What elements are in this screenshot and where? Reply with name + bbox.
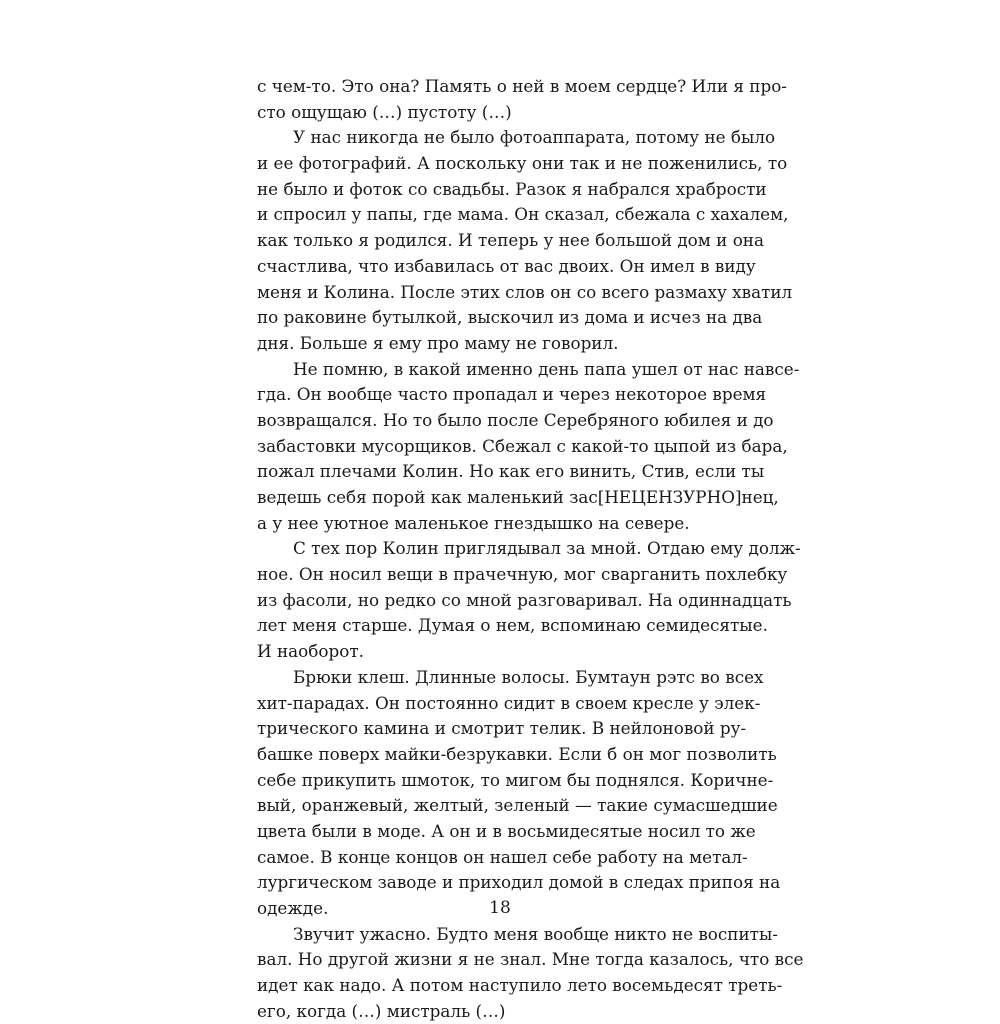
text-line: башке поверх майки-безрукавки. Если б он мог позволить [257, 743, 777, 764]
text-line: пожал плечами Колин. Но как его винить, Стив, если ты [257, 461, 765, 482]
text-line: самое. В конце концов он нашел себе работу на метал- [257, 846, 748, 867]
text-line: С тех пор Колин приглядывал за мной. Отдаю ему долж- [293, 538, 801, 559]
text-line: забастовки мусорщиков. Сбежал с какой-то цыпой из бара, [257, 435, 788, 456]
text-line: не было и фоток со свадьбы. Разок я набрался храбрости [257, 178, 767, 199]
text-line: ное. Он носил вещи в прачечную, мог сварганить похлебку [257, 564, 788, 585]
text-line: ведешь себя порой как маленький зас[НЕЦЕНЗУРНО]нец, [257, 487, 779, 507]
text-line: Брюки клеш. Длинные волосы. Бумтаун рэтс во всех [293, 666, 764, 687]
text-line: У нас никогда не было фотоаппарата, потому не было [293, 127, 776, 148]
text-line: одежде. [257, 898, 329, 918]
text-line: как только я родился. И теперь у нее большой дом и она [257, 230, 764, 251]
text-line: и ее фотографий. А поскольку они так и не поженились, то [257, 153, 788, 174]
text-line: трического камина и смотрит телик. В нейлоновой ру- [257, 718, 747, 739]
text-line: сто ощущаю (…) пустоту (…) [257, 101, 512, 122]
text-line: хит-парадах. Он постоянно сидит в своем кресле у элек- [257, 692, 761, 713]
body-text [257, 74, 804, 1024]
text-line: лургическом заводе и приходил домой в следах припоя на [257, 872, 781, 893]
text-line: дня. Больше я ему про маму не говорил. [257, 332, 619, 353]
text-line: меня и Колина. После этих слов он со всего размаху хватил [257, 281, 793, 302]
text-line: и спросил у папы, где мама. Он сказал, сбежала с хахалем, [257, 204, 789, 225]
text-line: счастлива, что избавилась от вас двоих. Он имел в виду [257, 255, 756, 276]
text-line: по раковине бутылкой, выскочил из дома и исчез на два [257, 307, 763, 328]
text-line: вый, оранжевый, желтый, зеленый — такие сумасшедшие [257, 795, 778, 816]
text-line: идет как надо. А потом наступило лето восемьдесят треть- [257, 975, 783, 996]
page-number: 18 [489, 898, 511, 918]
text-line: Не помню, в какой именно день папа ушел от нас навсе- [293, 358, 800, 379]
text-line: Звучит ужасно. Будто меня вообще никто не воспиты- [293, 923, 778, 944]
text-line: из фасоли, но редко со мной разговаривал. На одиннадцать [257, 589, 792, 610]
text-line: с чем-то. Это она? Память о ней в моем сердце? Или я про- [257, 76, 787, 96]
text-line: И наоборот. [257, 641, 364, 662]
text-line: вал. Но другой жизни я не знал. Мне тогда казалось, что все [257, 949, 804, 970]
text-line: его, когда (…) мистраль (…) [257, 1000, 506, 1021]
text-line: а у нее уютное маленькое гнездышко на севере. [257, 512, 690, 533]
text-line: возвращался. Но то было после Серебряного юбилея и до [257, 409, 774, 430]
text-line: гда. Он вообще часто пропадал и через некоторое время [257, 384, 767, 405]
text-line: себе прикупить шмоток, то мигом бы поднялся. Коричне- [257, 769, 774, 790]
text-line: лет меня старше. Думая о нем, вспоминаю семидесятые. [257, 615, 768, 636]
text-line: цвета были в моде. А он и в восьмидесятые носил то же [257, 820, 756, 841]
